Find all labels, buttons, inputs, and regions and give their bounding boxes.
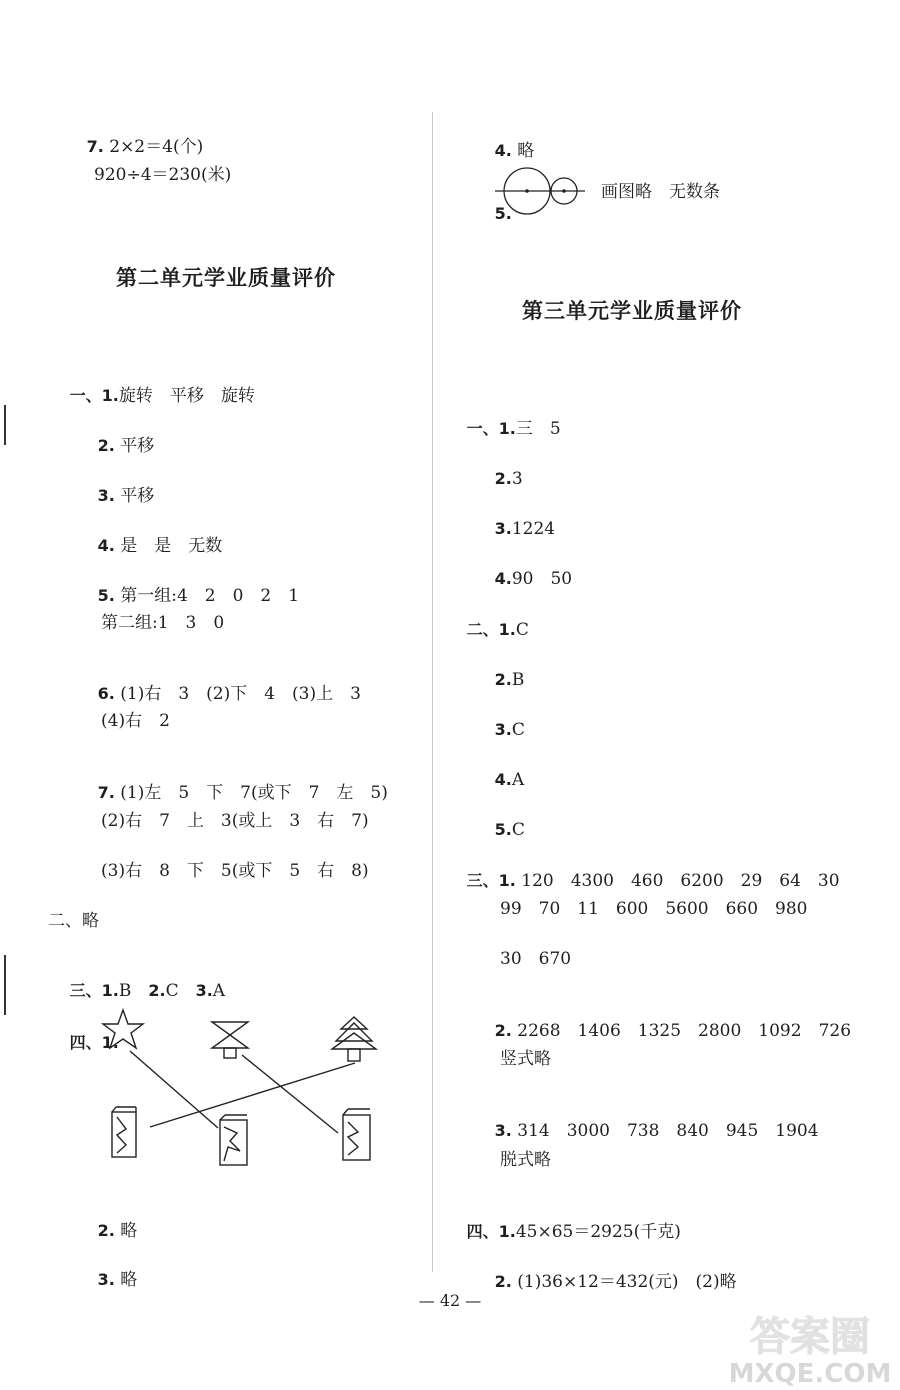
- answer-line: 一、1.旋转 平移 旋转: [69, 386, 255, 406]
- hourglass-shape: [212, 1022, 248, 1058]
- answer-line: 2.3: [494, 469, 523, 489]
- watermark-logo: [720, 1302, 900, 1390]
- answer-line: 画图略 无数条: [601, 182, 720, 202]
- answer-line: 4. 略: [494, 141, 535, 161]
- answer-line: 920÷4＝230(米): [94, 165, 232, 185]
- matching-diagram: [100, 1005, 400, 1170]
- section-heading: 第三单元学业质量评价: [522, 299, 742, 323]
- answer-line: 6. (1)右 3 (2)下 4 (3)上 3: [97, 684, 361, 704]
- answer-line: 3. 平移: [97, 486, 155, 506]
- answer-line: 2. 略: [97, 1221, 138, 1241]
- answer-line: (4)右 2: [101, 711, 170, 731]
- answer-line: 4.A: [494, 770, 525, 790]
- answer-line: 5.: [494, 204, 512, 223]
- answer-line: 7. 2×2＝4(个): [86, 137, 204, 157]
- answer-line: 3. 略: [97, 1270, 138, 1290]
- answer-line: 第二组:1 3 0: [101, 613, 225, 633]
- folded-card-1: [112, 1107, 136, 1157]
- answer-line: (3)右 8 下 5(或下 5 右 8): [101, 861, 369, 881]
- folded-card-3: [343, 1109, 370, 1160]
- binding-mark: [4, 955, 6, 1015]
- answer-line: 7. (1)左 5 下 7(或下 7 左 5): [97, 783, 388, 803]
- answer-line: 2. (1)36×12＝432(元) (2)略: [494, 1272, 737, 1292]
- answer-line: 二、1.C: [466, 620, 529, 640]
- answer-line: 4. 是 是 无数: [97, 536, 223, 556]
- answer-line: (2)右 7 上 3(或上 3 右 7): [101, 811, 369, 831]
- answer-line: 4.90 50: [494, 569, 573, 589]
- binding-mark: [4, 405, 6, 445]
- circles-diagram: [495, 167, 585, 217]
- answer-line: 2. 平移: [97, 436, 155, 456]
- answer-line: 3.C: [494, 720, 525, 740]
- watermark-bottom-text: MXQE.COM: [728, 1359, 892, 1389]
- answer-line: 三、1.B 2.C 3.A: [69, 981, 226, 1001]
- answer-line: 二、略: [48, 911, 99, 931]
- watermark-top-text: 答案圈: [750, 1314, 870, 1360]
- tree-shape: [332, 1017, 376, 1061]
- answer-line: 5.C: [494, 820, 525, 840]
- answer-line: 3.1224: [494, 519, 556, 539]
- answer-line: 5. 第一组:4 2 0 2 1: [97, 586, 300, 606]
- answer-line: 脱式略: [500, 1150, 551, 1170]
- answer-line: 四、1.: [69, 1033, 119, 1052]
- star-shape: [103, 1010, 143, 1048]
- folded-card-2: [220, 1115, 247, 1165]
- answer-line: 竖式略: [500, 1049, 551, 1069]
- answer-line: 3. 314 3000 738 840 945 1904: [494, 1121, 819, 1141]
- column-divider: [432, 112, 433, 1272]
- answer-line: 三、1. 120 4300 460 6200 29 64 30: [466, 871, 840, 891]
- answer-line: 99 70 11 600 5600 660 980: [500, 899, 808, 919]
- answer-line: 2.B: [494, 670, 525, 690]
- answer-line: 30 670: [500, 949, 572, 969]
- answer-line: 一、1.三 5: [466, 419, 561, 439]
- page-number: — 42 —: [418, 1291, 482, 1310]
- answer-line: 2. 2268 1406 1325 2800 1092 726: [494, 1021, 852, 1041]
- section-heading: 第二单元学业质量评价: [116, 266, 336, 290]
- answer-line: 四、1.45×65＝2925(千克): [466, 1222, 681, 1242]
